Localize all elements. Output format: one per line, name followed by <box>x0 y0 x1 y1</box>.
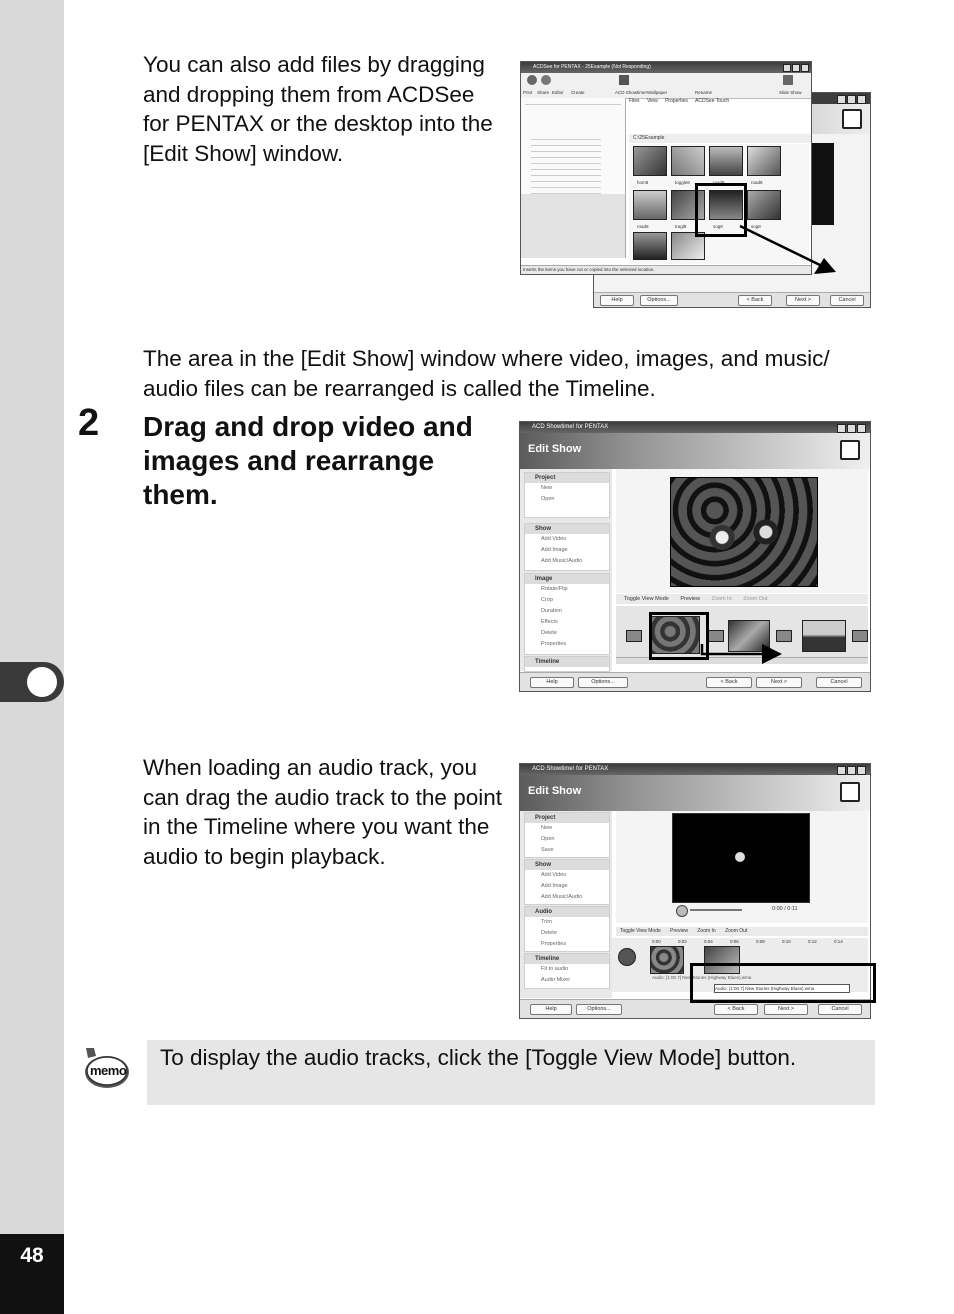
drag-arrow-icon <box>736 222 840 278</box>
memo-label: memo <box>90 1063 127 1078</box>
step-number: 2 <box>78 402 100 444</box>
maximize-icon[interactable] <box>847 95 856 104</box>
menu-add-video[interactable]: Add Video <box>541 536 567 542</box>
preview-button[interactable]: Preview <box>670 928 688 934</box>
toggle-view-mode-button[interactable]: Toggle View Mode <box>624 596 669 602</box>
image-thumbnail[interactable] <box>633 190 667 220</box>
preview-pane <box>521 194 625 258</box>
image-thumbnail[interactable] <box>633 146 667 176</box>
group-title: Show <box>525 860 609 870</box>
group-show <box>524 523 610 571</box>
group-project <box>524 812 610 858</box>
page-margin-band <box>0 0 64 1314</box>
group-audio <box>524 906 610 952</box>
image-thumbnail[interactable] <box>747 190 781 220</box>
window-titlebar: ACD Showtime! for PENTAX <box>520 764 870 775</box>
options-button[interactable]: Options... <box>640 295 678 306</box>
ruler-tick: 0:14 <box>834 939 843 944</box>
folders-pane <box>521 98 626 258</box>
image-thumbnail[interactable] <box>709 146 743 176</box>
cancel-button[interactable]: Cancel <box>818 1004 862 1015</box>
chapter-tab-marker <box>27 667 57 697</box>
group-title: Project <box>525 813 609 823</box>
menu-new[interactable]: New <box>541 825 553 831</box>
transition-icon[interactable] <box>626 630 642 642</box>
video-preview <box>672 813 810 903</box>
menu-add-image[interactable]: Add Image <box>541 547 568 553</box>
ruler-tick: 0:06 <box>730 939 739 944</box>
tab-properties[interactable]: Properties <box>665 98 688 104</box>
intro-paragraph: You can also add files by dragging and dropping them from ACDSee for PENTAX or the desktop into the [Edit Show] window. <box>143 52 493 166</box>
wizard-button-bar <box>520 672 870 691</box>
help-button[interactable]: Help <box>530 677 574 688</box>
minimize-icon[interactable] <box>837 424 846 433</box>
toolbar-rename[interactable]: Rename <box>695 90 713 95</box>
play-button[interactable] <box>676 905 688 917</box>
image-thumbnail[interactable] <box>633 232 667 260</box>
timeline-thumbnail[interactable] <box>650 946 684 974</box>
view-toolbar <box>616 927 868 936</box>
selection-highlight <box>690 963 876 1003</box>
menu-properties[interactable]: Properties <box>541 941 567 947</box>
page-number: 48 <box>20 1244 44 1267</box>
audio-track-2-clip[interactable]: Audio: [1:00.7] New Stories (Highway Blues).wma <box>714 984 850 993</box>
window-titlebar: ACD Showtime! for PENTAX <box>520 422 870 433</box>
toggle-view-mode-button[interactable]: Toggle View Mode <box>620 928 661 934</box>
menu-trim[interactable]: Trim <box>541 919 552 925</box>
wizard-button-bar <box>594 292 870 307</box>
media-icon <box>735 852 745 862</box>
drag-arrow-icon <box>700 642 784 664</box>
zoom-in-button[interactable]: Zoom In <box>697 928 716 934</box>
task-sidebar <box>520 469 612 671</box>
image-thumbnail[interactable] <box>671 146 705 176</box>
transition-icon[interactable] <box>708 630 724 642</box>
edit-show-title: Edit Show <box>528 443 582 455</box>
maximize-icon[interactable] <box>847 766 856 775</box>
menu-audio-mixer[interactable]: Audio Mixer <box>541 977 571 983</box>
thumb-caption: road8 <box>713 180 725 185</box>
preview-panel <box>616 469 868 593</box>
status-bar: Inserts the items you have cut or copied into the selected location. <box>521 265 811 274</box>
menu-add-image[interactable]: Add Image <box>541 883 568 889</box>
ruler-tick: 0:10 <box>782 939 791 944</box>
audio-track-icon <box>618 948 636 966</box>
preview-image <box>670 477 818 587</box>
toolbar-wallpaper[interactable]: Wallpaper <box>647 90 668 95</box>
group-title: Audio <box>525 907 609 917</box>
ruler-tick: 0:00 <box>652 939 661 944</box>
menu-delete[interactable]: Delete <box>541 630 557 636</box>
next-button[interactable]: Next > <box>786 295 820 306</box>
thumb-caption: hom8 <box>637 180 649 185</box>
tab-files[interactable]: Files <box>629 98 640 104</box>
cancel-button[interactable]: Cancel <box>830 295 864 306</box>
thumb-caption: sog8 <box>751 224 761 229</box>
share-icon <box>541 75 551 85</box>
next-button[interactable]: Next > <box>764 1004 808 1015</box>
maximize-icon[interactable] <box>847 424 856 433</box>
transition-icon[interactable] <box>776 630 792 642</box>
group-timeline <box>524 656 610 672</box>
menu-crop[interactable]: Crop <box>541 597 553 603</box>
group-title: Timeline <box>525 954 609 964</box>
preview-panel <box>616 811 868 923</box>
audio-clip-label: Audio: [1:00.7] New Stories (Highway Blues).wma <box>652 975 752 980</box>
toolbar-slide-show[interactable]: Slide Show <box>779 90 802 95</box>
cancel-button[interactable]: Cancel <box>816 677 862 688</box>
view-toolbar <box>616 594 868 604</box>
preview-button[interactable]: Preview <box>680 596 700 602</box>
menu-rotate-flip[interactable]: Rotate/Flip <box>541 586 568 592</box>
showtime-logo-icon <box>840 782 860 802</box>
ruler-tick: 0:08 <box>756 939 765 944</box>
ruler-tick: 0:02 <box>678 939 687 944</box>
menu-duration[interactable]: Duration <box>541 608 562 614</box>
step-title: Drag and drop video and images and rearrange them. <box>143 411 473 510</box>
showtime-logo-icon <box>842 109 862 129</box>
ruler-tick: 0:12 <box>808 939 817 944</box>
close-icon[interactable] <box>857 95 866 104</box>
task-sidebar <box>520 811 612 998</box>
menu-properties[interactable]: Properties <box>541 641 567 647</box>
minimize-icon[interactable] <box>837 95 846 104</box>
thumb-caption: road8 <box>751 180 763 185</box>
menu-effects[interactable]: Effects <box>541 619 558 625</box>
group-timeline <box>524 953 610 989</box>
image-thumbnail[interactable] <box>747 146 781 176</box>
print-icon <box>527 75 537 85</box>
menu-open[interactable]: Open <box>541 496 555 502</box>
help-button[interactable]: Help <box>600 295 634 306</box>
showtime-icon <box>619 75 629 85</box>
showtime-logo-icon <box>840 440 860 460</box>
menu-open[interactable]: Open <box>541 836 555 842</box>
menu-add-music-audio[interactable]: Add Music/Audio <box>541 558 583 564</box>
back-button[interactable]: < Back <box>714 1004 758 1015</box>
group-title: Timeline <box>525 657 609 667</box>
menu-new[interactable]: New <box>541 485 553 491</box>
close-icon[interactable] <box>857 766 866 775</box>
menu-delete[interactable]: Delete <box>541 930 557 936</box>
toolbar-print[interactable]: Print <box>523 90 533 95</box>
menu-fit-to-audio[interactable]: Fit to audio <box>541 966 569 972</box>
toolbar-create[interactable]: Create <box>571 90 585 95</box>
group-image <box>524 573 610 655</box>
minimize-icon[interactable] <box>783 64 791 72</box>
tab-view[interactable]: View <box>646 98 658 104</box>
toolbar-acd-showtime[interactable]: ACD Showtime! <box>615 90 647 95</box>
timeline-paragraph: The area in the [Edit Show] window where video, images, and music/ audio files can be rearranged is called the Timeline. <box>143 346 830 401</box>
thumb-caption: road8 <box>637 224 649 229</box>
toolbar-share[interactable]: Share <box>537 90 550 95</box>
thumb-caption: tragl8 <box>675 224 687 229</box>
tab-acdsee-touch[interactable]: ACDSee Touch <box>695 98 730 104</box>
group-title: Image <box>525 574 609 584</box>
options-button[interactable]: Options... <box>576 1004 622 1015</box>
close-icon[interactable] <box>857 424 866 433</box>
thumb-caption: sog8 <box>713 224 723 229</box>
back-button[interactable]: < Back <box>706 677 752 688</box>
edit-show-title: Edit Show <box>528 785 582 797</box>
audio-paragraph: When loading an audio track, you can drag the audio track to the point in the Timeline where you want the audio to begin playback. <box>143 755 502 869</box>
folder-path: C:\25Example <box>629 134 812 143</box>
next-button[interactable]: Next > <box>756 677 802 688</box>
toolbar-editor[interactable]: Editor <box>552 90 564 95</box>
menu-add-video[interactable]: Add Video <box>541 872 567 878</box>
acdsee-titlebar: ACDSee for PENTAX - 25Example (Not Responding) <box>521 62 811 73</box>
acdsee-tabs <box>629 98 809 108</box>
group-project <box>524 472 610 518</box>
seek-slider[interactable] <box>690 909 742 911</box>
options-button[interactable]: Options... <box>578 677 628 688</box>
slideshow-icon <box>783 75 793 85</box>
zoom-in-button[interactable]: Zoom In <box>711 596 732 602</box>
time-readout: 0:00 / 0:11 <box>772 906 798 912</box>
memo-text: To display the audio tracks, click the [Toggle View Mode] button. <box>160 1045 797 1070</box>
zoom-out-button[interactable]: Zoom Out <box>743 596 768 602</box>
group-show <box>524 859 610 905</box>
thumb-caption: toggle8 <box>675 180 690 185</box>
timeline-ruler <box>648 938 868 945</box>
minimize-icon[interactable] <box>837 766 846 775</box>
group-title: Show <box>525 524 609 534</box>
ruler-tick: 0:04 <box>704 939 713 944</box>
menu-add-music-audio[interactable]: Add Music/Audio <box>541 894 583 900</box>
zoom-out-button[interactable]: Zoom Out <box>725 928 748 934</box>
close-icon[interactable] <box>801 64 809 72</box>
transition-icon[interactable] <box>852 630 868 642</box>
menu-save[interactable]: Save <box>541 847 554 853</box>
help-button[interactable]: Help <box>530 1004 572 1015</box>
maximize-icon[interactable] <box>792 64 800 72</box>
timeline-thumbnail[interactable] <box>802 620 846 652</box>
group-title: Project <box>525 473 609 483</box>
back-button[interactable]: < Back <box>738 295 772 306</box>
acdsee-toolbar <box>521 73 811 99</box>
